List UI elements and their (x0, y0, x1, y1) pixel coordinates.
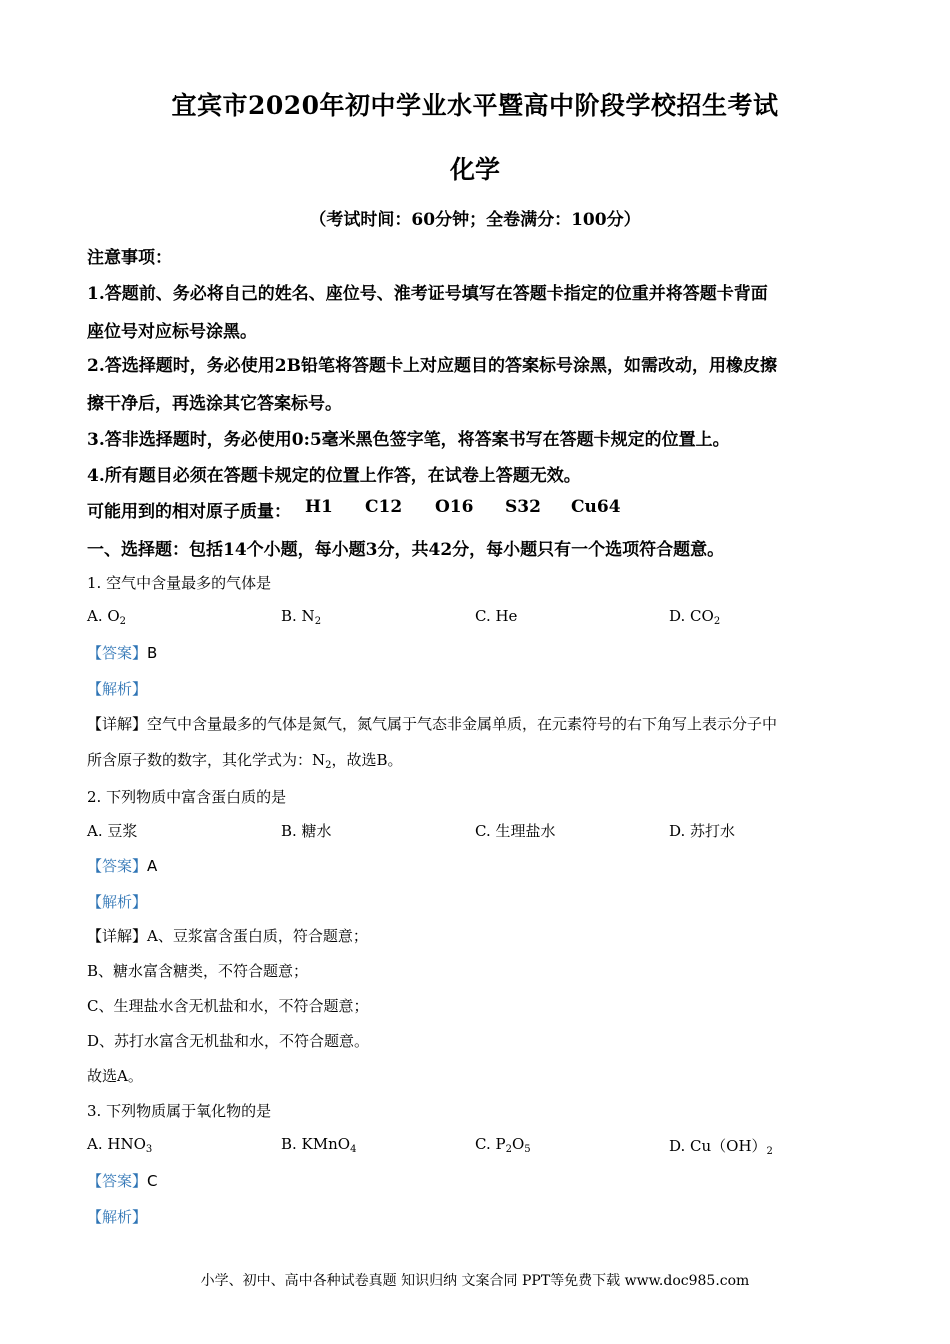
question-2-detail-line-1: 【详解】A、豆浆富含蛋白质，符合题意； (87, 927, 368, 945)
note-1-line-2: 座位号对应标号涂黑。 (87, 322, 257, 342)
answer-label: 【答案】 (87, 1172, 148, 1190)
answer-value: B (147, 644, 158, 662)
question-2-analysis (87, 891, 147, 912)
option-a: A. $O_2$ (87, 607, 127, 627)
option-d: D. $Cu(OH)_2$ (669, 1137, 773, 1157)
option-b: B. 糖水 (281, 822, 332, 840)
question-2-stem: 2. 下列物质中富含蛋白质的是 (87, 788, 287, 806)
question-1-detail-line-1: 【详解】空气中含量最多的气体是氮气，氮气属于气态非金属单质，在元素符号的右下角写上表示分子中 (87, 715, 778, 733)
question-1-detail-line-2: 所含原子数的数字，其化学式为：$N_2$，故选B。 (87, 751, 403, 771)
option-d: D. 苏打水 (669, 822, 736, 840)
note-3: 3.答非选择题时，务必使用0:5毫米黑色签字笔，将答案书写在答题卡规定的位置上。 (87, 430, 730, 450)
analysis-label: 【解析】 (87, 680, 148, 698)
option-b: B. $N_2$ (281, 607, 322, 627)
option-d: D. $CO_2$ (669, 607, 721, 627)
analysis-label: 【解析】 (87, 1208, 148, 1226)
mass-item: C12 (365, 497, 403, 517)
mass-item: O16 (435, 497, 474, 517)
option-a: A. $HNO_3$ (87, 1135, 153, 1155)
answer-label: 【答案】 (87, 857, 148, 875)
detail-label: 【详解】 (87, 927, 148, 945)
note-2-line-1: 2.答选择题时，务必使用2B铅笔将答题卡上对应题目的答案标号涂黑，如需改动，用橡皮擦 (87, 356, 777, 376)
detail-label: 【详解】 (87, 715, 148, 733)
answer-value: C (147, 1172, 158, 1190)
question-1-stem: 1. 空气中含量最多的气体是 (87, 574, 272, 592)
answer-value: A (147, 857, 158, 875)
answer-label: 【答案】 (87, 644, 148, 662)
mass-item: Cu64 (571, 497, 621, 517)
atomic-masses (87, 497, 621, 522)
question-1-analysis (87, 678, 147, 699)
option-c: C. $P_2O_5$ (475, 1135, 531, 1155)
question-3-analysis (87, 1206, 147, 1227)
note-2-line-2: 擦干净后，再选涂其它答案标号。 (87, 394, 342, 414)
question-2-conclusion: 故选A。 (87, 1067, 143, 1085)
atomic-masses-label: 可能用到的相对原子质量： (87, 502, 291, 522)
footer-text: 小学、初中、高中各种试卷真题 知识归纳 文案合同 PPT等免费下载 www.doc985.com (200, 1273, 750, 1289)
notes-heading: 注意事项： (87, 248, 172, 268)
option-c: C. He (475, 607, 518, 625)
question-2-detail-line-4: D、苏打水富含无机盐和水，不符合题意。 (87, 1032, 370, 1050)
option-b: B. KMnO$_4$ (281, 1135, 357, 1155)
section-1-heading: 一、选择题：包括14个小题，每小题3分，共42分，每小题只有一个选项符合题意。 (87, 540, 725, 560)
question-3-stem: 3. 下列物质属于氧化物的是 (87, 1102, 272, 1120)
note-1-line-1: 1.答题前、务必将自己的姓名、座位号、淮考证号填写在答题卡指定的位重并将答题卡背面 (87, 284, 768, 304)
option-a: A. 豆浆 (87, 822, 138, 840)
mass-item: H1 (305, 497, 333, 517)
mass-item: S32 (505, 497, 541, 517)
option-c: C. 生理盐水 (475, 822, 556, 840)
question-2-answer (87, 855, 157, 876)
analysis-label: 【解析】 (87, 893, 148, 911)
exam-title: 宜宾市2020年初中学业水平暨高中阶段学校招生考试 (171, 91, 779, 120)
time-note: （考试时间：60分钟；全卷满分：100分） (309, 210, 641, 230)
question-2-detail-line-3: C、生理盐水含无机盐和水，不符合题意； (87, 997, 369, 1015)
question-2-detail-line-2: B、糖水富含糖类，不符合题意； (87, 962, 309, 980)
question-1-answer (87, 642, 157, 663)
subject-title: 化学 (449, 155, 500, 184)
note-4: 4.所有题目必须在答题卡规定的位置上作答，在试卷上答题无效。 (87, 466, 581, 486)
question-3-answer (87, 1170, 158, 1191)
